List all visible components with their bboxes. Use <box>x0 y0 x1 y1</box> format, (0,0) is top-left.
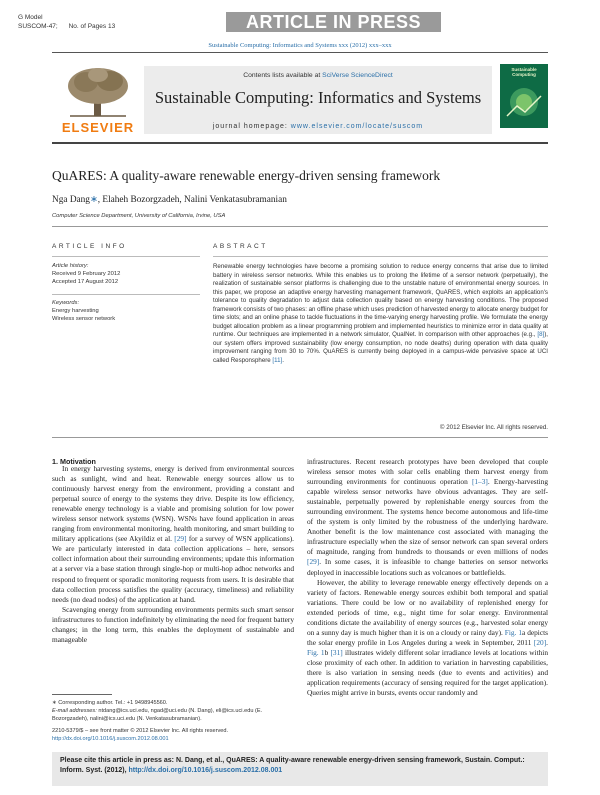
figure-link[interactable]: Fig. 1 <box>307 647 325 657</box>
figure-link[interactable]: Fig. 1 <box>504 627 523 637</box>
text: Scavenging energy from surrounding environments permits such smart sensor infrastructures to function indefinitely by eliminating the need for frequent battery changes; in the long term, this enables the deployment of sustainable and manageable <box>52 604 294 644</box>
citation-link[interactable]: [1–3] <box>471 477 488 487</box>
divider <box>52 226 548 227</box>
received-date: Received 9 February 2012 <box>52 271 121 277</box>
corresponding-author-note: ∗ Corresponding author. Tel.: +1 9498945560. <box>52 700 168 706</box>
body-column-left <box>52 464 294 645</box>
email-addresses <box>52 707 297 723</box>
front-matter: 2210-5379/$ – see front matter © 2012 Elsevier Inc. All rights reserved. <box>52 728 229 734</box>
keyword-1: Energy harvesting <box>52 308 99 314</box>
email-list[interactable]: ntdang@ics.uci.edu, ngad@uci.edu (N. Dang), eli@ics.uci.edu (E. Bozorgzadeh), nalini@ics.uci.edu (N. Venkatasubramanian). <box>52 708 263 722</box>
divider <box>52 256 200 257</box>
divider <box>52 437 548 438</box>
journal-homepage <box>144 123 492 130</box>
citation-link[interactable]: [31] <box>330 647 343 657</box>
cite-this-article-text <box>60 756 540 776</box>
text: However, the ability to leverage renewable energy effectively depends on a variety of factors. Renewable energy sources exhibit both temporal and spatial variations. There could be low or no availability of replenished energy for extended periods of time, e.g., night time for solar energy. Environmental conditions dictate the availability of energy sources (e.g., harvested solar energy on a sunny day is much higher than it is on a cloudy or rainy day). <box>307 577 548 637</box>
author-others: , Elaheh Bozorgzadeh, Nalini Venkatasubramanian <box>97 195 287 205</box>
cover-title: Sustainable Computing <box>511 67 537 77</box>
publisher-logo-text: ELSEVIER <box>61 120 135 135</box>
citation-link[interactable]: [20] <box>533 637 547 647</box>
affiliation: Computer Science Department, University of California, Irvine, USA <box>52 213 226 219</box>
text: In energy harvesting systems, energy is derived from environmental sources such as sunlight, wind and heat. Renewable energy sources allow us to continuously harvest energy from the environment, providing a constant and perpetual source of energy to the systems they drive. Despite its low efficiency, renewable energy technology is a viable and promising solution for low power wireless sensor network systems (WSN). WSNs have found application in areas ranging from environmental monitoring, health monitoring, and smart building to military applications (see Akyildiz et al. <box>52 464 294 544</box>
text: infrastructures. Recent research prototypes have been developed that couple wireless sensor motes with solar cells enabling them harvest energy from surrounding environments for continuous operation <box>307 457 548 487</box>
paragraph <box>52 605 294 645</box>
accepted-date: Accepted 17 August 2012 <box>52 279 119 285</box>
copyright-notice: © 2012 Elsevier Inc. All rights reserved. <box>439 424 548 431</box>
keyword-2: Wireless sensor network <box>52 316 116 322</box>
doi-link[interactable]: http://dx.doi.org/10.1016/j.suscom.2012.08.001 <box>52 736 169 742</box>
issn-line <box>52 727 297 743</box>
footnote <box>52 699 297 723</box>
paragraph <box>52 464 294 605</box>
citation-link[interactable]: [8] <box>537 331 545 339</box>
article-info-heading: ARTICLE INFO <box>52 243 127 250</box>
abstract-part: Renewable energy technologies have become a promising solution to reduce energy concerns that arise due to limited battery in wireless sensor networks. While this enables us to prolong the lifetime of a sensor network (perpetually), the realization of sustainable sensor platforms is challenging due to the unstable nature of environmental energy sources. In this paper, we propose an adaptive energy harvesting management framework, QuARES, which exploits an application's tolerance to quality degradation to adjust data collection quality based on energy harvesting conditions. The proposed framework consists of two phases: an offline phase which uses prediction of harvested energy to allocate energy budget for time slots; and an online phase to tackle fluctuations in the time-varying energy harvesting profile. We formulate the energy budget allocation problem as a linear programming problem and implemented heuristics to minimize error in data quality at runtime. Our techniques are implemented in a network simulator, QualNet. In comparison with other approaches (e.g., <box>213 263 548 339</box>
journal-title: Sustainable Computing: Informatics and Systems <box>154 88 482 107</box>
keywords <box>52 299 115 323</box>
footnote-rule <box>52 694 112 695</box>
cite-text: Please cite this article in press as: N. Dang, et al., QuARES: A quality-aware renewable energy-driven sensing framework, Sustain. Comput.: Inform. Syst. (2012), <box>60 757 525 774</box>
cover-art-graphic <box>503 82 545 122</box>
meta-line-1: G Model <box>18 14 43 21</box>
homepage-label: journal homepage: <box>212 123 291 130</box>
article-in-press-banner: ARTICLE IN PRESS <box>226 12 441 32</box>
contents-available <box>144 72 492 79</box>
paper-title: QuARES: A quality-aware renewable energy-driven sensing framework <box>52 168 441 183</box>
citation-link[interactable]: [29] <box>307 557 320 567</box>
divider <box>213 256 548 257</box>
contents-prefix: Contents lists available at <box>243 72 323 79</box>
header-bottom-rule <box>52 142 548 144</box>
paragraph <box>307 578 548 699</box>
history-label: Article history: <box>52 263 89 269</box>
author-1[interactable]: Nga Dang <box>52 195 90 205</box>
text: for a survey of WSN applications). We are particularly interested in data collection applications – here, sensors collect information about their surrounding environments; update this information at a server via a base station through single-hop or multi-hop adhoc networks and respond to frequent or sporadic monitoring requests from users. It is desirable that data collection process satisfies the quality (accuracy, timeliness) and reliability needs (no dead nodes) of the application at hand. <box>52 534 294 604</box>
citation-link[interactable]: [11] <box>272 357 283 365</box>
section-heading: 1. Motivation <box>52 457 96 466</box>
email-label: E-mail addresses: <box>52 708 97 714</box>
text: . In some cases, it is infeasible to change batteries on sensor networks deployed in inaccessible locations such as volcanoes or battlefields. <box>307 557 548 577</box>
keywords-label: Keywords: <box>52 300 80 306</box>
abstract-part: . <box>282 357 284 365</box>
body-column-right <box>307 457 548 698</box>
article-meta <box>18 13 115 31</box>
abstract-part: ), our system offers improved sustainability (low energy consumption, no node deaths) during operation with data quality improvement ranging from 30 to 70%. QuARES is currently being deployed in a campus-wide pervasive space at UCI called Responsphere <box>213 331 548 365</box>
top-citation-link[interactable]: Sustainable Computing: Informatics and Systems xxx (2012) xxx–xxx <box>208 42 392 49</box>
divider <box>52 294 200 295</box>
text: b <box>324 647 331 657</box>
sciencedirect-link[interactable]: SciVerse ScienceDirect <box>322 72 393 79</box>
homepage-url-link[interactable]: www.elsevier.com/locate/suscom <box>290 123 424 130</box>
author-list <box>52 194 287 205</box>
text: . <box>546 637 548 647</box>
paragraph <box>307 457 548 578</box>
cite-doi-link[interactable]: http://dx.doi.org/10.1016/j.suscom.2012.08.001 <box>128 767 283 774</box>
corresponding-author-marker[interactable]: ∗ <box>89 195 98 205</box>
abstract-text <box>213 263 548 366</box>
elsevier-tree-logo <box>60 66 136 118</box>
citation-link[interactable]: [29] <box>174 534 187 544</box>
meta-line-2: SUSCOM-47; No. of Pages 13 <box>18 23 116 30</box>
text: . Energy-harvesting capable wireless sensor networks have obvious advantages. They are self-sustainable, perpetually powered by replenishable energy sources from the surrounding environment. The systems hence become autonomous and life-time of the system is only limited by the robustness of the underlying hardware. Another benefit is the low maintenance cost associated with managing the infrastructure especially when the size of sensor network can span several orders of magnitude, ranging from hundreds to thousands or even millions of nodes <box>307 477 548 557</box>
article-history <box>52 262 120 286</box>
header-top-rule <box>52 52 548 53</box>
text: a depicts the solar energy profile in Los Angeles during a week in September, 2011 <box>307 627 548 647</box>
abstract-heading: ABSTRACT <box>213 243 268 250</box>
text: illustrates widely different solar irradiance levels at locations within close proximity of each other. In addition to variation in harvesting capabilities, there is also variation in sensing needs (due to events and activities) and application requirements (accuracy of sensing required for the target application). Queries might arrive in bursts, events occur randomly and <box>307 647 548 698</box>
